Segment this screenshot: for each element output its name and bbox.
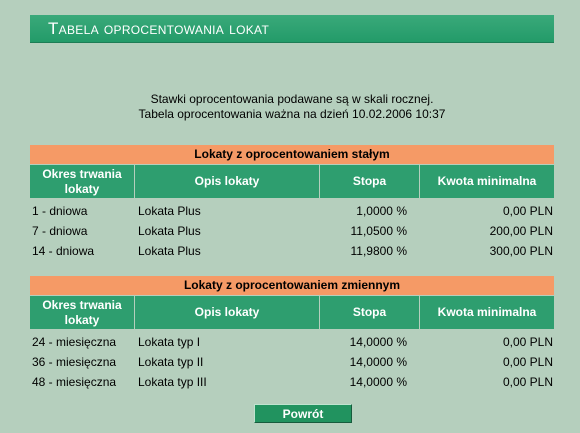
cell-rate: 11,0500 % — [350, 224, 407, 238]
cell-rate: 14,0000 % — [349, 335, 407, 349]
page-title: Tabela oprocentowania lokat — [30, 15, 554, 43]
cell-period: 1 - dniowa — [32, 204, 88, 218]
cell-rate: 11,9800 % — [350, 244, 407, 258]
info-text — [30, 92, 554, 122]
cell-period: 36 - miesięczna — [32, 355, 117, 369]
info-line-annual: Stawki oprocentowania podawane są w skali rocznej. — [150, 92, 434, 106]
cell-period: 14 - dniowa — [32, 244, 95, 258]
table-row — [30, 201, 554, 221]
column-header-min-amount: Kwota minimalna — [420, 296, 554, 329]
cell-min-amount: 0,00 PLN — [502, 355, 553, 369]
cell-min-amount: 0,00 PLN — [502, 335, 553, 349]
variable-rate-table-header — [30, 296, 554, 329]
column-header-rate: Stopa — [320, 165, 419, 198]
cell-period: 7 - dniowa — [32, 224, 88, 238]
cell-min-amount: 0,00 PLN — [502, 375, 553, 389]
table-row — [30, 221, 554, 241]
info-line-valid-date: Tabela oprocentowania ważna na dzień 10.02.2006 10:37 — [138, 107, 446, 121]
cell-min-amount: 0,00 PLN — [502, 204, 553, 218]
cell-description: Lokata Plus — [138, 204, 201, 218]
cell-description: Lokata typ III — [138, 375, 207, 389]
cell-min-amount: 200,00 PLN — [489, 224, 553, 238]
cell-rate: 1,0000 % — [356, 204, 407, 218]
fixed-rate-section-title: Lokaty z oprocentowaniem stałym — [30, 145, 554, 164]
fixed-rate-table-header — [30, 165, 554, 198]
column-header-description: Opis lokaty — [135, 165, 319, 198]
fixed-rate-section — [30, 145, 554, 261]
column-header-description: Opis lokaty — [135, 296, 319, 329]
column-header-rate: Stopa — [320, 296, 419, 329]
cell-period: 48 - miesięczna — [32, 375, 117, 389]
cell-description: Lokata Plus — [138, 224, 201, 238]
column-header-period: Okres trwania lokaty — [30, 165, 134, 198]
variable-rate-section — [30, 276, 554, 392]
cell-description: Lokata typ II — [138, 355, 204, 369]
cell-min-amount: 300,00 PLN — [489, 244, 553, 258]
cell-period: 24 - miesięczna — [32, 335, 117, 349]
cell-rate: 14,0000 % — [349, 355, 407, 369]
table-row — [30, 352, 554, 372]
variable-rate-section-title: Lokaty z oprocentowaniem zmiennym — [30, 276, 554, 295]
cell-description: Lokata Plus — [138, 244, 201, 258]
column-header-period: Okres trwania lokaty — [30, 296, 134, 329]
table-row — [30, 332, 554, 352]
table-row — [30, 241, 554, 261]
cell-description: Lokata typ I — [138, 335, 201, 349]
cell-rate: 14,0000 % — [349, 375, 407, 389]
table-row — [30, 372, 554, 392]
back-button[interactable]: Powrót — [254, 404, 352, 423]
column-header-min-amount: Kwota minimalna — [420, 165, 554, 198]
